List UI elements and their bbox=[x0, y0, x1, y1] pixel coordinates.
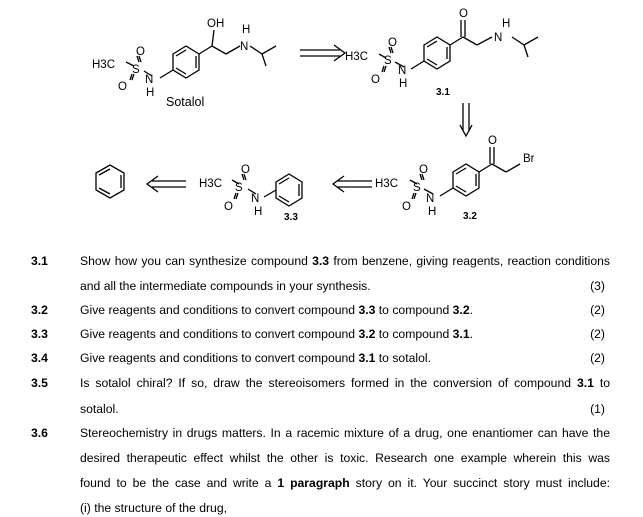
question-number: 3.3 bbox=[31, 327, 48, 341]
atom-o: O bbox=[419, 164, 428, 176]
atom-n: N bbox=[240, 41, 249, 53]
atom-h3c: H3C bbox=[92, 59, 116, 71]
atom-s: S bbox=[235, 182, 243, 194]
question-text: Give reagents and conditions to convert compound 3.1 to sotalol. bbox=[80, 351, 431, 365]
atom-o: O bbox=[241, 164, 250, 176]
question-text: (i) the structure of the drug, bbox=[80, 501, 227, 515]
question-points: (2) bbox=[590, 351, 605, 365]
question-number: 3.4 bbox=[31, 351, 48, 365]
question-number: 3.1 bbox=[31, 254, 48, 268]
retro-arrow-3-1-to-3-2 bbox=[460, 103, 472, 136]
question-points: (3) bbox=[590, 279, 605, 293]
retro-arrow-sotalol-to-3-1 bbox=[300, 45, 345, 61]
compound-3-3-label: 3.3 bbox=[284, 212, 298, 223]
atom-o: O bbox=[224, 201, 233, 213]
sotalol-structure bbox=[126, 30, 276, 80]
compound-3-1-label: 3.1 bbox=[436, 87, 450, 98]
atom-h3c: H3C bbox=[345, 51, 369, 63]
atom-o: O bbox=[402, 201, 411, 213]
atom-o: O bbox=[118, 81, 127, 93]
question-text: sotalol. bbox=[80, 402, 119, 416]
atom-br: Br bbox=[523, 153, 535, 165]
atom-o: O bbox=[488, 135, 497, 147]
retro-arrow-3-3-to-benzene bbox=[147, 176, 186, 192]
atom-n: N bbox=[426, 193, 435, 205]
question-points: (2) bbox=[590, 303, 605, 317]
atom-oh: OH bbox=[207, 18, 225, 30]
question-text: found to be the case and write a 1 paragraph story on it. Your succinct story must include: bbox=[80, 476, 610, 490]
atom-s: S bbox=[132, 64, 140, 76]
atom-o: O bbox=[459, 8, 468, 20]
atom-h: H bbox=[399, 78, 408, 90]
question-text: Is sotalol chiral? If so, draw the stereoisomers formed in the conversion of compound 3.1 to bbox=[80, 376, 610, 390]
question-points: (2) bbox=[590, 327, 605, 341]
atom-h: H bbox=[428, 206, 437, 218]
atom-h3c: H3C bbox=[375, 178, 399, 190]
compound-3-2-label: 3.2 bbox=[463, 211, 477, 222]
benzene-structure bbox=[96, 165, 124, 198]
atom-n: N bbox=[251, 193, 260, 205]
atom-n: N bbox=[398, 65, 407, 77]
question-number: 3.6 bbox=[31, 426, 48, 440]
atom-h: H bbox=[146, 87, 155, 99]
question-number: 3.5 bbox=[31, 376, 48, 390]
question-number: 3.2 bbox=[31, 303, 48, 317]
retro-arrow-3-2-to-3-3 bbox=[333, 176, 372, 192]
question-text: Stereochemistry in drugs matters. In a racemic mixture of a drug, one enantiomer can have the bbox=[80, 426, 610, 440]
atom-o: O bbox=[136, 46, 145, 58]
reaction-scheme bbox=[0, 0, 643, 240]
atom-h: H bbox=[242, 24, 251, 36]
question-points: (1) bbox=[590, 402, 605, 416]
question-text: desired therapeutic effect whilst the other is toxic. Research one example wherein this was bbox=[80, 451, 610, 465]
question-text: Give reagents and conditions to convert compound 3.3 to compound 3.2. bbox=[80, 303, 473, 317]
atom-s: S bbox=[384, 55, 392, 67]
atom-h3c: H3C bbox=[199, 178, 223, 190]
atom-o: O bbox=[371, 74, 380, 86]
question-text: Give reagents and conditions to convert compound 3.2 to compound 3.1. bbox=[80, 327, 473, 341]
atom-o: O bbox=[388, 37, 397, 49]
sotalol-label: Sotalol bbox=[166, 95, 205, 109]
atom-s: S bbox=[413, 182, 421, 194]
atom-n: N bbox=[145, 74, 154, 86]
question-text: Show how you can synthesize compound 3.3 from benzene, giving reagents, reaction conditions bbox=[80, 254, 610, 268]
atom-h: H bbox=[254, 206, 263, 218]
atom-n: N bbox=[494, 32, 503, 44]
question-text: and all the intermediate compounds in your synthesis. bbox=[80, 279, 371, 293]
atom-h: H bbox=[502, 18, 511, 30]
